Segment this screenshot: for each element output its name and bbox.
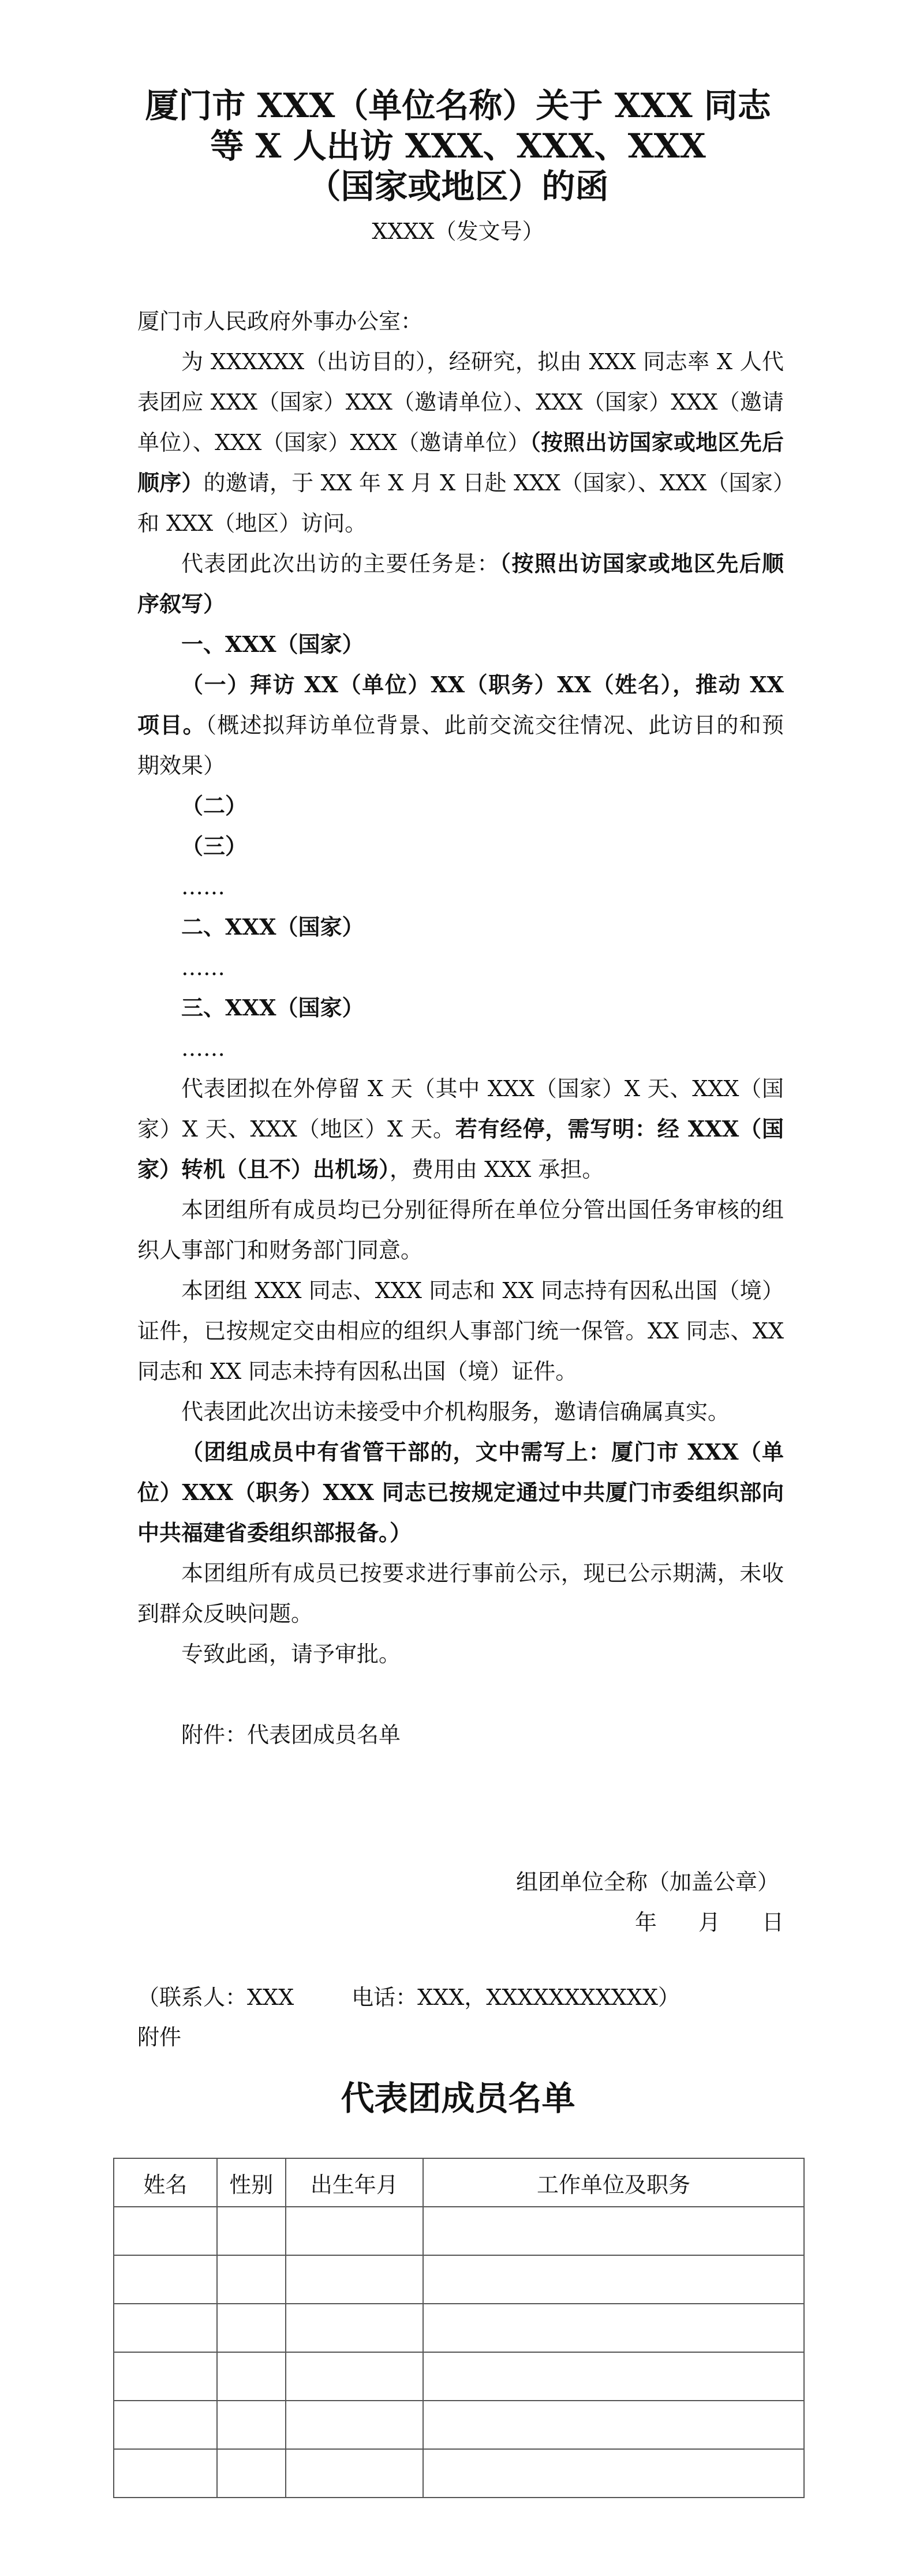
table-cell[interactable] xyxy=(286,2255,423,2304)
section-2-heading: 二、XXX（国家） xyxy=(181,914,364,940)
intro-paragraph xyxy=(137,342,784,543)
table-cell[interactable] xyxy=(114,2304,217,2352)
section-1-item-1 xyxy=(137,665,784,786)
table-cell[interactable] xyxy=(114,2449,217,2498)
tasks-paragraph xyxy=(137,543,784,624)
column-header-birth: 出生年月 xyxy=(286,2158,423,2207)
stay-text: 代表团拟在外停留 X 天（其中 XXX（国家）X 天、XXX（国家）X 天、XXX（地区）X 天。 xyxy=(137,1076,784,1142)
table-cell[interactable] xyxy=(217,2401,286,2449)
agency-paragraph: 代表团此次出访未接受中介机构服务，邀请信确属真实。 xyxy=(181,1399,730,1424)
table-cell[interactable] xyxy=(217,2207,286,2255)
table-cell[interactable] xyxy=(423,2449,804,2498)
attachment-note: 附件：代表团成员名单 xyxy=(181,1722,401,1748)
section-1-item-2: （二） xyxy=(181,793,248,819)
intro-order-note: （按照出访国家或地区先后顺序） xyxy=(137,429,784,496)
member-roster-table xyxy=(113,2158,805,2498)
item-1-heading: （一）拜访 XX（单位）XX（职务）XX（姓名），推动 XX 项目。 xyxy=(137,672,784,738)
consent-paragraph: 本团组所有成员均已分别征得所在单位分管出国任务审核的组织人事部门和财务部门同意。 xyxy=(137,1197,784,1263)
ellipsis-1: …… xyxy=(181,874,225,899)
table-row xyxy=(114,2449,804,2498)
table-cell[interactable] xyxy=(114,2401,217,2449)
date-day: 日 xyxy=(761,1910,784,1935)
table-header-row xyxy=(114,2158,804,2207)
table-cell[interactable] xyxy=(114,2352,217,2401)
table-row xyxy=(114,2207,804,2255)
table-row xyxy=(114,2304,804,2352)
addressee: 厦门市人民政府外事办公室： xyxy=(137,309,423,334)
attachment-label: 附件 xyxy=(137,2024,182,2050)
contact-person: （联系人：XXX xyxy=(137,1985,294,2010)
stay-paragraph xyxy=(137,1068,784,1190)
table-cell[interactable] xyxy=(217,2449,286,2498)
table-cell[interactable] xyxy=(423,2255,804,2304)
table-cell[interactable] xyxy=(217,2304,286,2352)
table-cell[interactable] xyxy=(423,2401,804,2449)
date-month: 月 xyxy=(698,1910,720,1935)
cost-text: ，费用由 XXX 承担。 xyxy=(390,1157,604,1182)
table-cell[interactable] xyxy=(286,2449,423,2498)
title-line-2: 等 X 人出访 XXX、XXX、XXX xyxy=(210,126,706,166)
date-year: 年 xyxy=(634,1910,657,1935)
ellipsis-2: …… xyxy=(181,955,225,980)
table-cell[interactable] xyxy=(217,2352,286,2401)
column-header-name: 姓名 xyxy=(114,2158,217,2207)
table-cell[interactable] xyxy=(423,2207,804,2255)
publicity-paragraph: 本团组所有成员已按要求进行事前公示，现已公示期满，未收到群众反映问题。 xyxy=(137,1561,784,1626)
contact-phone: 电话：XXX，XXXXXXXXXXX） xyxy=(352,1985,680,2010)
table-cell[interactable] xyxy=(423,2352,804,2401)
table-cell[interactable] xyxy=(286,2304,423,2352)
table-cell[interactable] xyxy=(114,2255,217,2304)
title-line-3: （国家或地区）的函 xyxy=(307,167,609,206)
table-row xyxy=(114,2255,804,2304)
letter-title xyxy=(0,85,916,207)
ellipsis-3: …… xyxy=(181,1036,225,1061)
table-cell[interactable] xyxy=(286,2401,423,2449)
table-cell[interactable] xyxy=(114,2207,217,2255)
attachment-title: 代表团成员名单 xyxy=(341,2079,575,2118)
section-1-item-3: （三） xyxy=(181,833,248,859)
table-row xyxy=(114,2401,804,2449)
item-1-note: （概述拟拜访单位背景、此前交流交往情况、此访目的和预期效果） xyxy=(137,713,784,778)
tasks-text: 代表团此次出访的主要任务是： xyxy=(181,551,500,576)
contact-line xyxy=(137,1980,830,2015)
cadre-note: （团组成员中有省管干部的，文中需写上：厦门市 XXX（单位）XXX（职务）XXX 同志已按规定通过中共厦门市委组织部向中共福建省委组织部报备。） xyxy=(137,1439,784,1546)
table-row xyxy=(114,2352,804,2401)
signature-org: 组团单位全称（加盖公章） xyxy=(515,1869,779,1895)
letter-body xyxy=(137,301,784,1755)
stopover-note: 若有经停，需写明：经 XXX（国家）转机（且不）出机场） xyxy=(137,1116,784,1182)
tasks-order-note: （按照出访国家或地区先后顺序叙写） xyxy=(137,550,784,617)
intro-text: 为 XXXXXX（出访目的），经研究，拟由 XXX 同志率 X 人代表团应 XXX（国家）XXX（邀请单位）、XXX（国家）XXX（邀请单位）、XXX（国家）XXX（邀请单位） xyxy=(137,349,784,455)
signature-date xyxy=(137,1905,784,1940)
section-1-heading: 一、XXX（国家） xyxy=(181,631,364,657)
table-cell[interactable] xyxy=(286,2352,423,2401)
section-3-heading: 三、XXX（国家） xyxy=(181,995,364,1021)
table-cell[interactable] xyxy=(217,2255,286,2304)
title-line-1: 厦门市 XXX（单位名称）关于 XXX 同志 xyxy=(145,86,771,125)
table-cell[interactable] xyxy=(423,2304,804,2352)
table-cell[interactable] xyxy=(286,2207,423,2255)
column-header-gender: 性别 xyxy=(217,2158,286,2207)
closing-line: 专致此函，请予审批。 xyxy=(181,1641,401,1667)
document-number: XXXX（发文号） xyxy=(372,219,544,244)
column-header-position: 工作单位及职务 xyxy=(423,2158,804,2207)
intro-visit-text: 的邀请，于 XX 年 X 月 X 日赴 XXX（国家）、XXX（国家）和 XXX（地区）访问。 xyxy=(137,470,784,536)
passport-paragraph: 本团组 XXX 同志、XXX 同志和 XX 同志持有因私出国（境）证件，已按规定交由相应的组织人事部门统一保管。XX 同志、XX 同志和 XX 同志未持有因私出国（境）证件。 xyxy=(137,1278,784,1384)
